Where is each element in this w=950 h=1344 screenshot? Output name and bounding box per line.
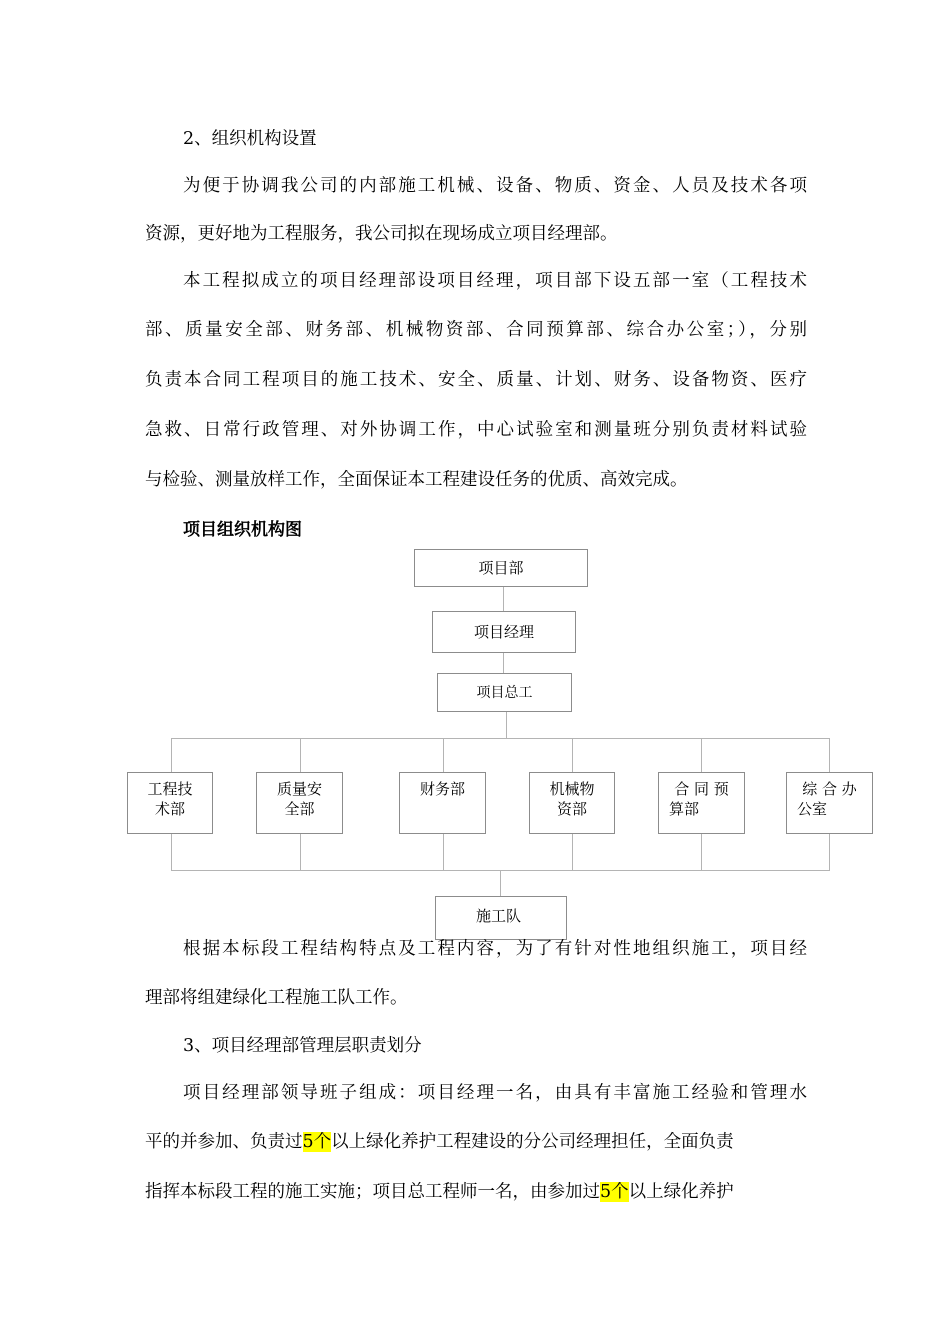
connector-line: [701, 834, 702, 870]
paragraph-line: 本工程拟成立的项目经理部设项目经理，项目部下设五部一室（工程技术: [183, 271, 807, 291]
connector-line: [829, 834, 830, 870]
text-run: 指挥本标段工程的施工实施；项目总工程师一名，由参加过: [145, 1182, 600, 1202]
connector-line: [171, 738, 172, 772]
connector-line: [500, 870, 501, 896]
connector-line: [171, 738, 830, 739]
paragraph-line: 与检验、测量放样工作，全面保证本工程建设任务的优质、高效完成。: [145, 470, 688, 490]
connector-line: [300, 738, 301, 772]
org-node-dept-quality-safety: [256, 772, 343, 834]
connector-line: [829, 738, 830, 772]
org-node-dept-engineering: [127, 772, 213, 834]
org-node-project-dept: 项目部: [414, 549, 588, 587]
text-run: 以上绿化养护: [628, 1182, 734, 1202]
paragraph-line: [145, 1180, 807, 1204]
paragraph-line: [145, 1130, 807, 1154]
paragraph-line: 部、质量安全部、财务部、机械物资部、合同预算部、综合办公室；），分别: [145, 320, 807, 340]
connector-line: [503, 653, 504, 673]
org-chart-title: 项目组织机构图: [183, 520, 302, 540]
connector-line: [300, 834, 301, 870]
text-run: 以上绿化养护工程建设的分公司经理担任，全面负责: [331, 1132, 734, 1152]
connector-line: [506, 712, 507, 738]
section-heading-2: 2、组织机构设置: [183, 129, 317, 149]
paragraph-line: 负责本合同工程项目的施工技术、安全、质量、计划、财务、设备物资、医疗: [145, 370, 807, 390]
dept-label: 资部: [556, 800, 587, 818]
text-run: 平的并参加、负责过: [145, 1132, 303, 1152]
dept-label: 财务部: [419, 780, 465, 798]
paragraph-line: 急救、日常行政管理、对外协调工作，中心试验室和测量班分别负责材料试验: [145, 420, 807, 440]
connector-line: [701, 738, 702, 772]
paragraph-line: 根据本标段工程结构特点及工程内容，为了有针对性地组织施工，项目经: [183, 939, 807, 959]
dept-label: 机械物: [549, 780, 595, 798]
connector-line: [443, 834, 444, 870]
dept-label: 综 合 办: [802, 780, 857, 798]
paragraph-line: 理部将组建绿化工程施工队工作。: [145, 988, 408, 1008]
highlighted-text: 5个: [600, 1182, 629, 1202]
org-node-chief-engineer: 项目总工: [437, 673, 572, 712]
org-node-project-manager: 项目经理: [432, 611, 576, 653]
org-node-dept-general-office: [786, 772, 873, 834]
paragraph-line: 资源，更好地为工程服务，我公司拟在现场成立项目经理部。: [145, 224, 618, 244]
dept-label: 公室: [797, 800, 828, 818]
connector-line: [171, 834, 172, 870]
org-node-construction-team: 施工队: [435, 896, 567, 940]
dept-label: 合 同 预: [674, 780, 729, 798]
connector-line: [572, 738, 573, 772]
org-node-dept-machinery: [529, 772, 615, 834]
highlighted-text: 5个: [302, 1132, 332, 1152]
org-node-dept-finance: [399, 772, 486, 834]
connector-line: [443, 738, 444, 772]
dept-label: 术部: [154, 800, 185, 818]
connector-line: [503, 587, 504, 611]
paragraph-line: 项目经理部领导班子组成：项目经理一名，由具有丰富施工经验和管理水: [183, 1083, 807, 1103]
org-node-dept-contract-budget: [658, 772, 745, 834]
section-heading-3: 3、项目经理部管理层职责划分: [183, 1036, 422, 1056]
dept-label: 算部: [669, 800, 700, 818]
dept-label: 质量安: [276, 780, 322, 798]
paragraph-line: 为便于协调我公司的内部施工机械、设备、物质、资金、人员及技术各项: [183, 176, 807, 196]
dept-label: 全部: [284, 800, 315, 818]
dept-label: 工程技: [147, 780, 193, 798]
connector-line: [572, 834, 573, 870]
